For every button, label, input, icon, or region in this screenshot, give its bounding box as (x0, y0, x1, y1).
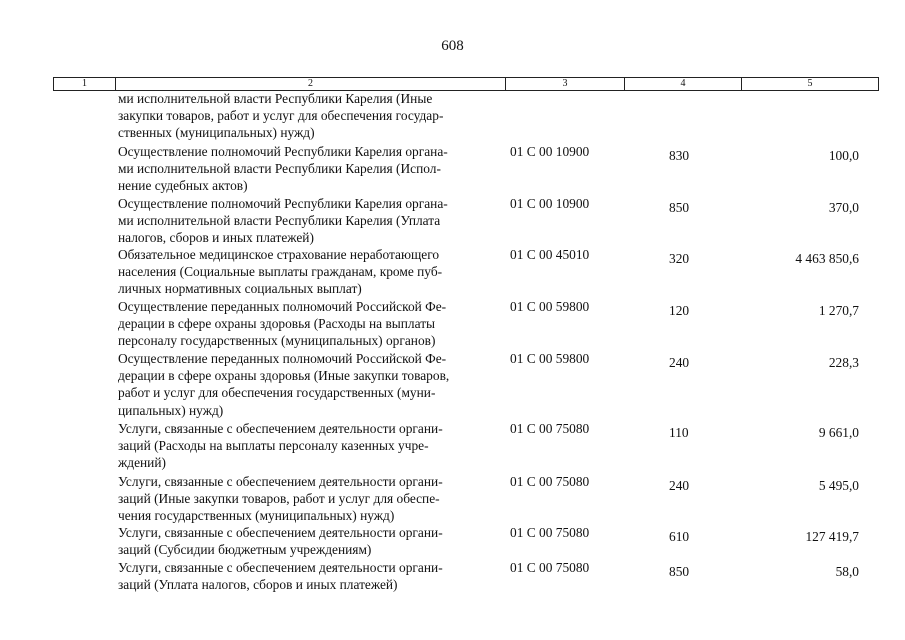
row-target-code: 01 С 00 75080 (510, 560, 590, 575)
row-target-code: 01 С 00 45010 (510, 247, 590, 262)
row-target-code: 01 С 00 75080 (510, 421, 590, 436)
row-expense-kind: 240 (669, 355, 690, 370)
header-col-1: 1 (54, 78, 116, 90)
row-amount: 100,0 (828, 148, 859, 163)
row-description: Обязательное медицинское страхование неработающего населения (Социальные выплаты гражданам, кроме пуб- личных нормативных социальных выплат) (118, 247, 443, 297)
row-expense-kind: 110 (669, 425, 689, 440)
row-expense-kind: 850 (669, 200, 690, 215)
row-description: Услуги, связанные с обеспечением деятельности органи- заций (Расходы на выплаты персоналу казенных учре- ждений) (118, 421, 443, 471)
row-description: Осуществление полномочий Республики Карелия органа- ми исполнительной власти Республики Карелия (Испол- нение судебных актов) (118, 144, 448, 194)
row-expense-kind: 240 (669, 478, 690, 493)
row-description: Осуществление полномочий Республики Карелия органа- ми исполнительной власти Республики Карелия (Уплата налогов, сборов и иных платежей) (118, 196, 448, 246)
row-expense-kind: 610 (669, 529, 690, 544)
row-target-code: 01 С 00 75080 (510, 525, 590, 540)
header-col-4: 4 (625, 78, 742, 90)
row-description: ми исполнительной власти Республики Карелия (Иные закупки товаров, работ и услуг для обеспечения государ- ственных (муниципальных) нужд) (118, 91, 444, 141)
row-expense-kind: 120 (669, 303, 690, 318)
row-target-code: 01 С 00 10900 (510, 144, 590, 159)
row-description: Услуги, связанные с обеспечением деятельности органи- заций (Субсидии бюджетным учреждениям) (118, 525, 443, 558)
row-expense-kind: 320 (669, 251, 690, 266)
row-target-code: 01 С 00 10900 (510, 196, 590, 211)
row-amount: 127 419,7 (805, 529, 859, 544)
row-target-code: 01 С 00 75080 (510, 474, 590, 489)
row-amount: 58,0 (835, 564, 859, 579)
row-amount: 4 463 850,6 (795, 251, 859, 266)
row-target-code: 01 С 00 59800 (510, 351, 590, 366)
row-amount: 228,3 (828, 355, 859, 370)
header-col-2: 2 (116, 78, 506, 90)
row-description: Осуществление переданных полномочий Российской Фе- дерации в сфере охраны здоровья (Расходы на выплаты персоналу государственных (муниципальных) органов) (118, 299, 447, 349)
row-expense-kind: 830 (669, 148, 690, 163)
row-amount: 1 270,7 (818, 303, 859, 318)
row-description: Услуги, связанные с обеспечением деятельности органи- заций (Иные закупки товаров, работ и услуг для обеспе- чения государственных (муниципальных) нужд) (118, 474, 443, 524)
header-col-5: 5 (807, 78, 813, 89)
row-description: Услуги, связанные с обеспечением деятельности органи- заций (Уплата налогов, сборов и иных платежей) (118, 560, 443, 593)
row-amount: 5 495,0 (818, 478, 859, 493)
row-amount: 370,0 (828, 200, 859, 215)
page-number: 608 (441, 38, 464, 54)
row-description: Осуществление переданных полномочий Российской Фе- дерации в сфере охраны здоровья (Иные закупки товаров, работ и услуг для обеспечения государственных (муни- ципальных) нужд) (118, 351, 450, 418)
row-amount: 9 661,0 (818, 425, 859, 440)
header-col-3: 3 (506, 78, 625, 90)
row-expense-kind: 850 (669, 564, 690, 579)
row-target-code: 01 С 00 59800 (510, 299, 590, 314)
